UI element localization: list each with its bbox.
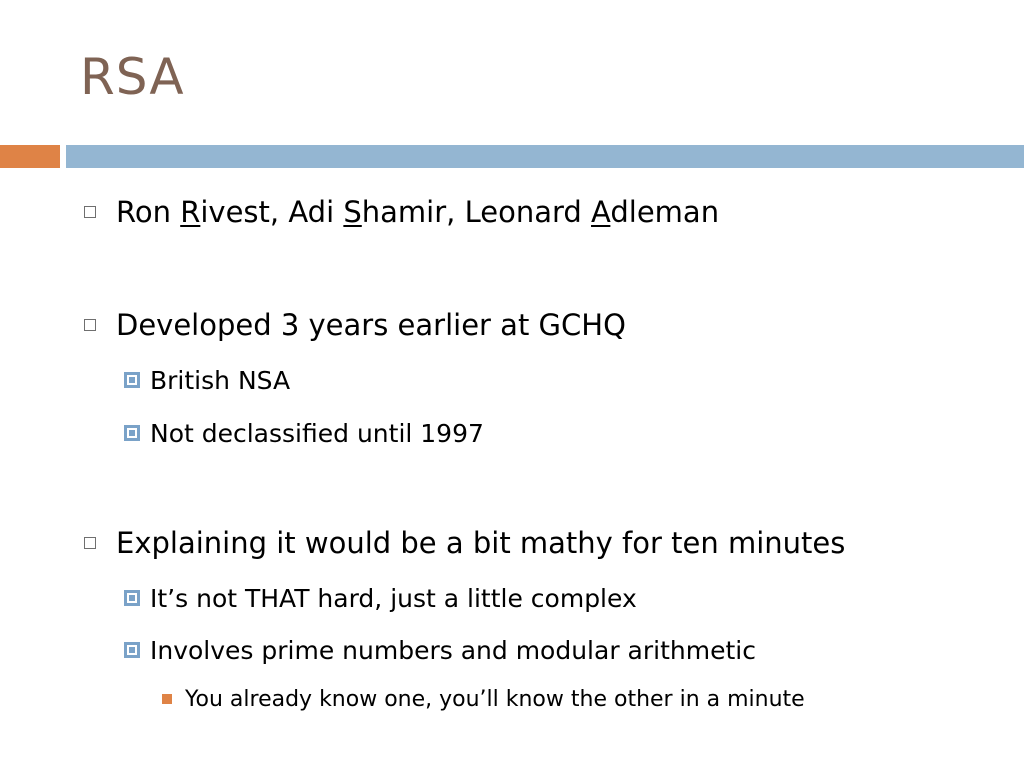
sub-bullet [124,581,637,615]
sub-bullet-text: British NSA [150,365,291,395]
sub-bullet [124,633,756,667]
sub-sub-bullet [162,684,805,714]
hollow-square-bullet-icon [84,206,96,218]
underlined-initial: R [180,195,201,229]
sub-bullet [124,363,290,397]
sub-bullet [124,416,484,450]
underlined-initial: A [591,195,611,229]
text-run: hamir, Leonard [361,195,592,229]
slide-title: RSA [80,48,185,106]
sub-sub-bullet-text: You already know one, you’ll know the other in a minute [185,686,805,712]
framed-square-bullet-icon [124,425,140,441]
text-run: dleman [610,195,720,229]
framed-square-bullet-icon [124,372,140,388]
bullet-explaining-text: Explaining it would be a bit mathy for ten minutes [116,526,846,560]
underlined-initial: S [343,195,362,229]
sub-bullet-text: Not declassified until 1997 [150,418,484,448]
text-run: Ron [116,195,181,229]
framed-square-bullet-icon [124,642,140,658]
text-run: ivest, Adi [200,195,344,229]
framed-square-bullet-icon [124,590,140,606]
bullet-explaining [84,523,845,563]
filled-square-bullet-icon [162,694,172,704]
sub-bullet-text: Involves prime numbers and modular arithmetic [150,635,756,665]
bullet-authors-text [116,195,719,229]
bullet-gchq [84,305,626,345]
hollow-square-bullet-icon [84,537,96,549]
sub-bullet-text: It’s not THAT hard, just a little complex [150,583,637,613]
hollow-square-bullet-icon [84,319,96,331]
bullet-authors [84,192,719,232]
bullet-gchq-text: Developed 3 years earlier at GCHQ [116,308,626,342]
